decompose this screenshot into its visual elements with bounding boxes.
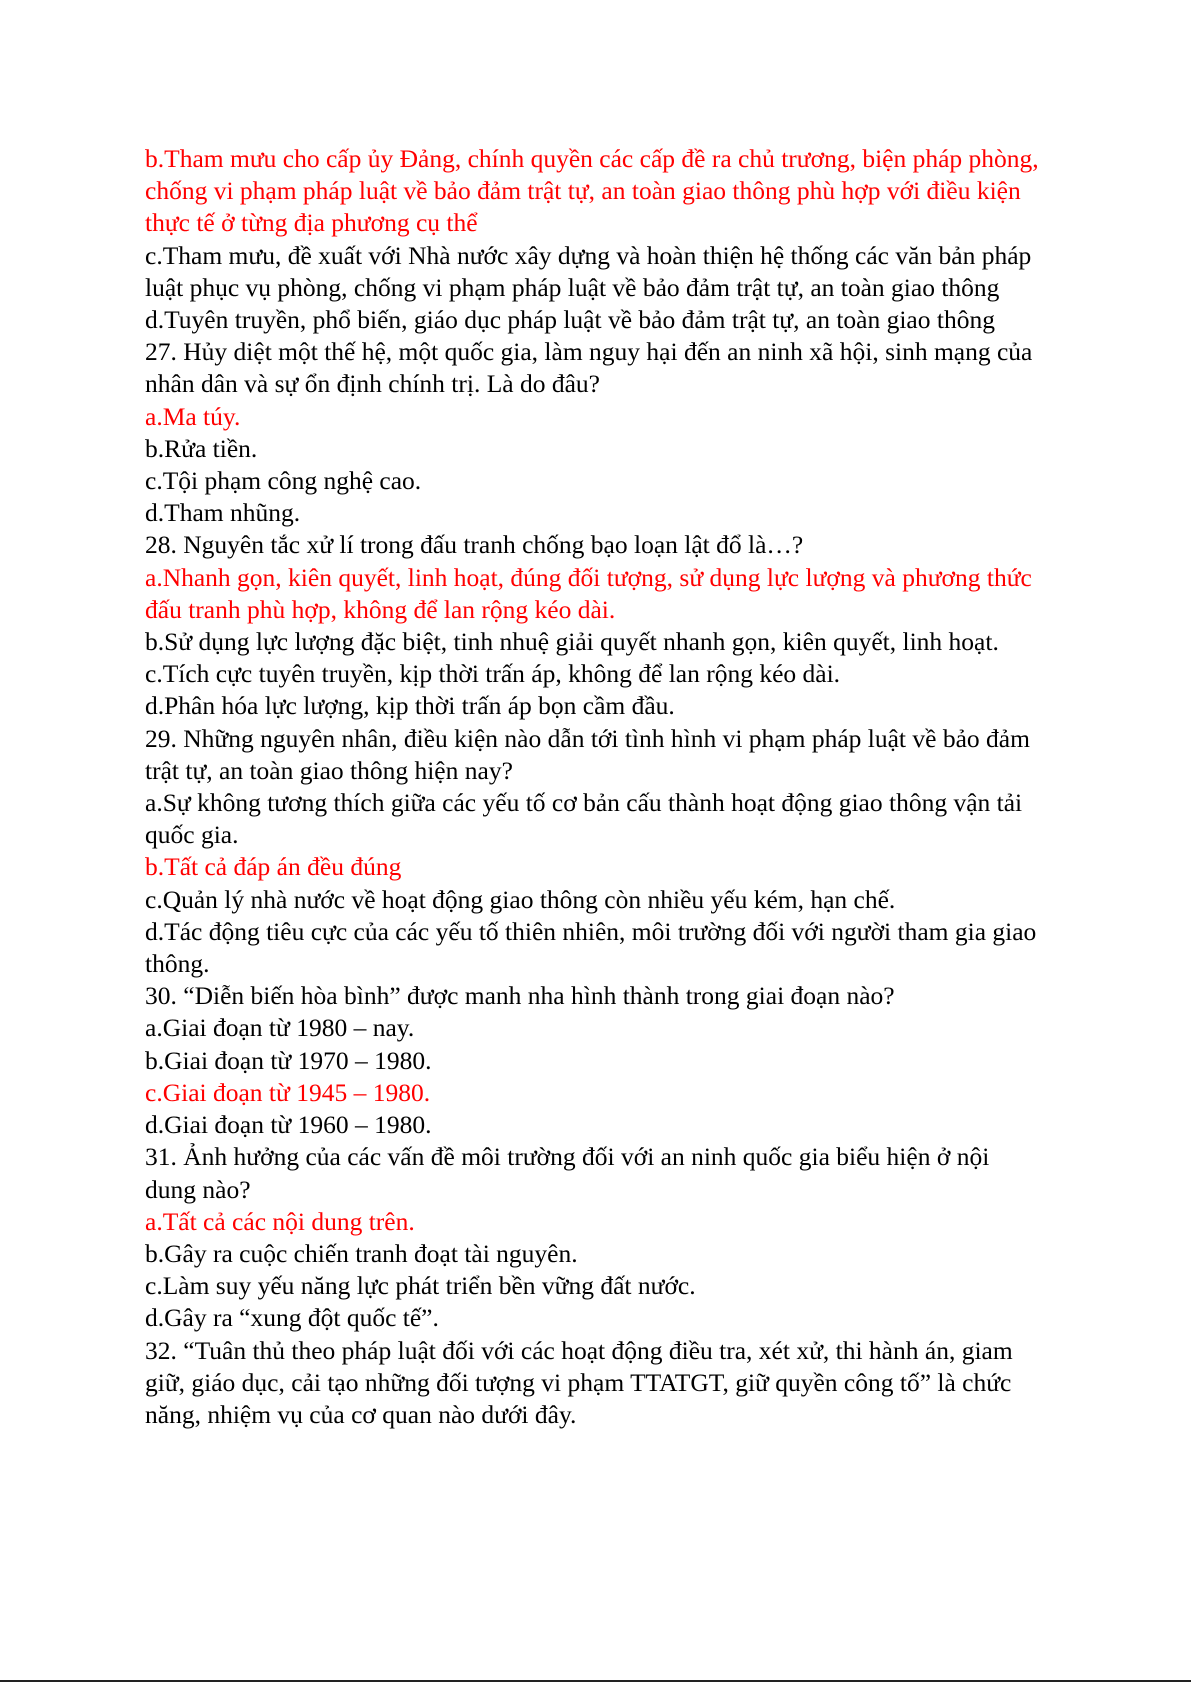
- answer-30c: c.Giai đoạn từ 1945 – 1980.: [145, 1077, 431, 1107]
- answer-28d: d.Phân hóa lực lượng, kịp thời trấn áp bọn cầm đầu.: [145, 691, 675, 721]
- answer-30b: b.Giai đoạn từ 1970 – 1980.: [145, 1045, 432, 1075]
- answer-28c: c.Tích cực tuyên truyền, kịp thời trấn áp, không để lan rộng kéo dài.: [145, 659, 841, 689]
- answer-26b: b.Tham mưu cho cấp ủy Đảng, chính quyền các cấp đề ra chủ trương, biện pháp phòng, chống vi phạm pháp luật về bảo đảm trật tự, an toàn giao thông phù hợp với điều kiện thực tế ở từng địa phương cụ thể: [145, 144, 1039, 238]
- answer-28b: b.Sử dụng lực lượng đặc biệt, tinh nhuệ giải quyết nhanh gọn, kiên quyết, linh hoạt.: [145, 627, 999, 657]
- question-29: 29. Những nguyên nhân, điều kiện nào dẫn tới tình hình vi phạm pháp luật về bảo đảm trật tự, an toàn giao thông hiện nay?: [145, 723, 1030, 785]
- page-bottom-divider: [0, 1680, 1191, 1682]
- answer-27d: d.Tham nhũng.: [145, 498, 301, 528]
- answer-26d: d.Tuyên truyền, phổ biến, giáo dục pháp luật về bảo đảm trật tự, an toàn giao thông: [145, 305, 995, 335]
- question-28: 28. Nguyên tắc xử lí trong đấu tranh chống bạo loạn lật đổ là…?: [145, 530, 804, 560]
- answer-31a: a.Tất cả các nội dung trên.: [145, 1206, 415, 1236]
- question-27: 27. Hủy diệt một thế hệ, một quốc gia, làm nguy hại đến an ninh xã hội, sinh mạng của nhân dân và sự ổn định chính trị. Là do đâu?: [145, 337, 1033, 399]
- answer-27a: a.Ma túy.: [145, 401, 241, 431]
- question-31: 31. Ảnh hưởng của các vấn đề môi trường đối với an ninh quốc gia biểu hiện ở nội dung nào?: [145, 1142, 990, 1204]
- answer-29c: c.Quản lý nhà nước về hoạt động giao thông còn nhiều yếu kém, hạn chế.: [145, 884, 896, 914]
- answer-31c: c.Làm suy yếu năng lực phát triển bền vững đất nước.: [145, 1271, 696, 1301]
- answer-30a: a.Giai đoạn từ 1980 – nay.: [145, 1013, 415, 1043]
- answer-29a: a.Sự không tương thích giữa các yếu tố cơ bản cấu thành hoạt động giao thông vận tải quốc gia.: [145, 788, 1023, 850]
- answer-29d: d.Tác động tiêu cực của các yếu tố thiên nhiên, môi trường đối với người tham gia giao thông.: [145, 916, 1037, 979]
- question-30: 30. “Diễn biến hòa bình” được manh nha hình thành trong giai đoạn nào?: [145, 981, 895, 1011]
- answer-26c: c.Tham mưu, đề xuất với Nhà nước xây dựng và hoàn thiện hệ thống các văn bản pháp luật phục vụ phòng, chống vi phạm pháp luật về bảo đảm trật tự, an toàn giao thông: [145, 240, 1032, 302]
- answer-29b: b.Tất cả đáp án đều đúng: [145, 852, 402, 882]
- answer-30d: d.Giai đoạn từ 1960 – 1980.: [145, 1110, 432, 1140]
- question-32: 32. “Tuân thủ theo pháp luật đối với các hoạt động điều tra, xét xử, thi hành án, giam giữ, giáo dục, cải tạo những đối tượng vi phạm TTATGT, giữ quyền công tố” là chức năng, nhiệm vụ của cơ quan nào dưới đây.: [145, 1335, 1013, 1429]
- document-body: [145, 143, 1045, 1431]
- answer-27c: c.Tội phạm công nghệ cao.: [145, 466, 422, 496]
- answer-27b: b.Rửa tiền.: [145, 433, 258, 463]
- answer-28a: a.Nhanh gọn, kiên quyết, linh hoạt, đúng đối tượng, sử dụng lực lượng và phương thức đấu tranh phù hợp, không để lan rộng kéo dài.: [145, 562, 1032, 624]
- answer-31d: d.Gây ra “xung đột quốc tế”.: [145, 1303, 439, 1333]
- answer-31b: b.Gây ra cuộc chiến tranh đoạt tài nguyên.: [145, 1238, 578, 1268]
